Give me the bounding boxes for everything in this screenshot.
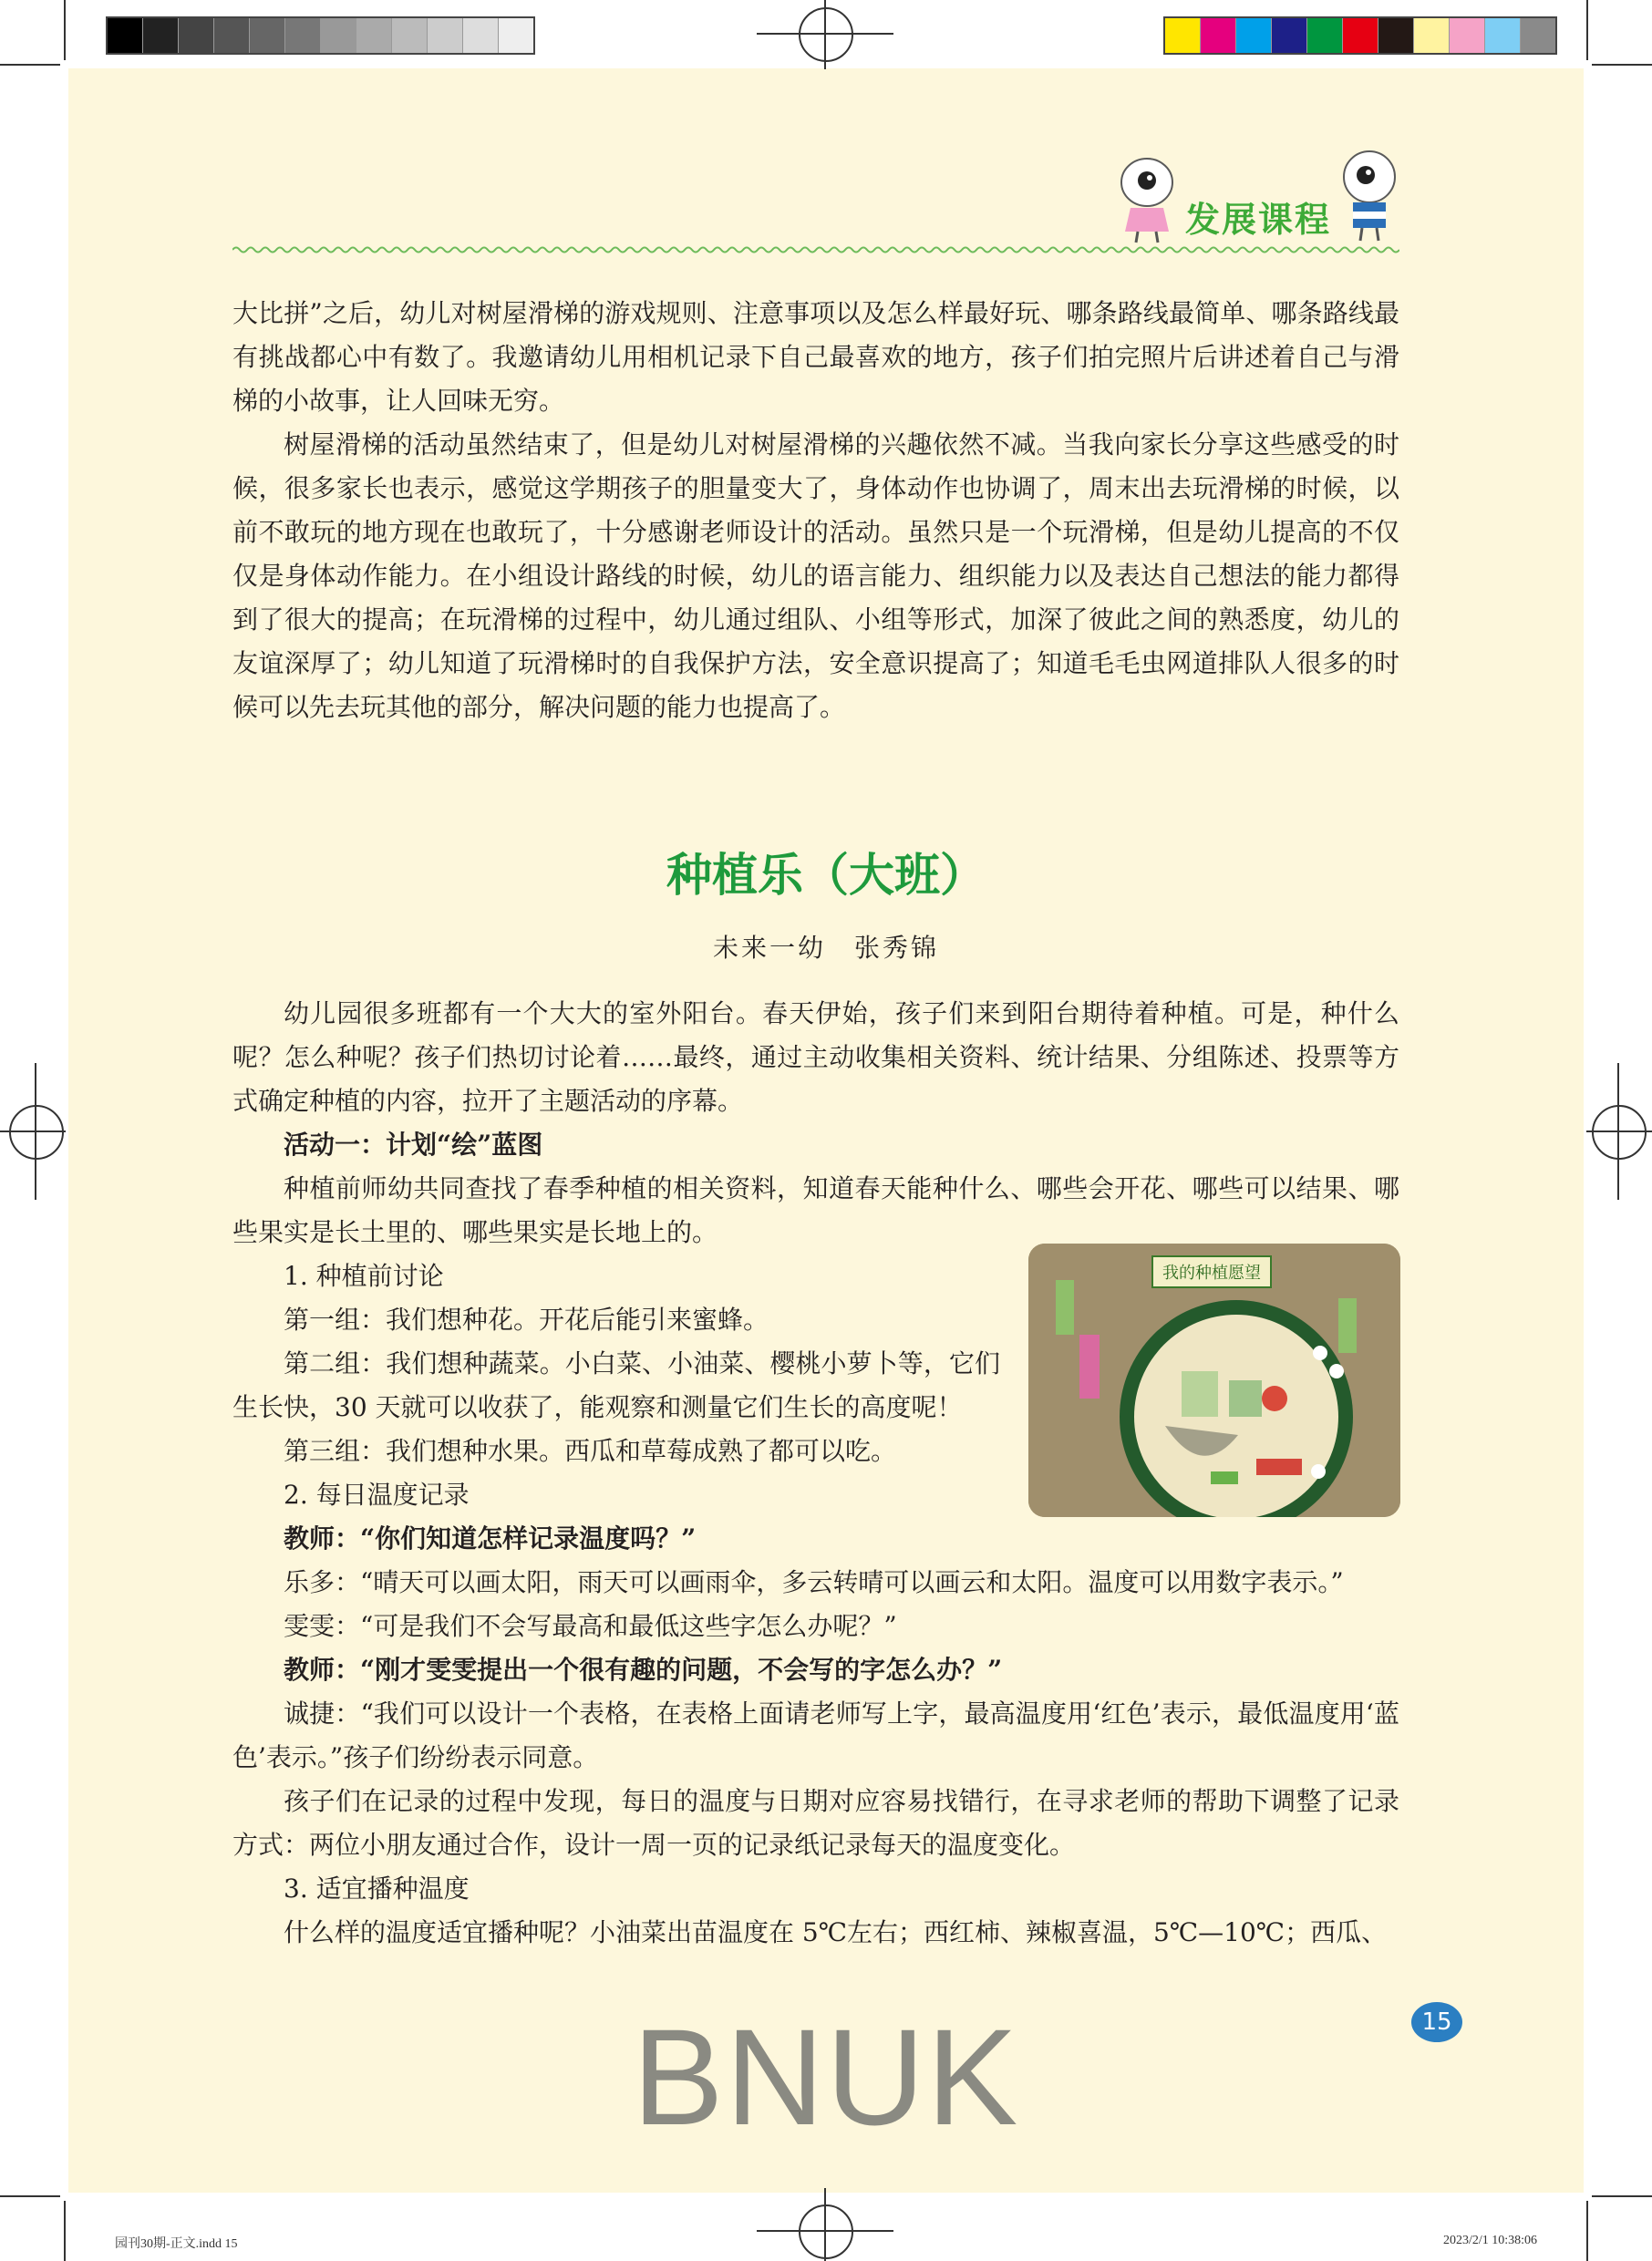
registration-mark xyxy=(35,1063,36,1200)
registration-mark xyxy=(0,1130,66,1132)
subheading: 1. 种植前讨论 xyxy=(284,1261,444,1291)
page-number-badge: 15 xyxy=(1411,2002,1462,2042)
registration-mark xyxy=(9,1105,64,1160)
crop-mark xyxy=(1592,2195,1652,2197)
paragraph: 孩子们在记录的过程中发现，每日的温度与日期对应容易找错行，在寻求老师的帮助下调整了记录方式：两位小朋友通过合作，设计一周一页的记录纸记录每天的温度变化。 xyxy=(232,1786,1399,1860)
article-title: 种植乐（大班） xyxy=(666,849,986,902)
crop-mark xyxy=(0,64,60,66)
mascot-boy-icon xyxy=(1333,146,1406,244)
crop-mark xyxy=(0,2195,60,2197)
paragraph: 树屋滑梯的活动虽然结束了，但是幼儿对树屋滑梯的兴趣依然不减。当我向家长分享这些感受的时候，很多家长也表示，感觉这学期孩子的胆量变大了，身体动作也协调了，周末出去玩滑梯的时候，以前不敢玩的地方现在也敢玩了，十分感谢老师设计的活动。虽然只是一个玩滑梯，但是幼儿提高的不仅仅是身体动作能力。在小组设计路线的时候，幼儿的语言能力、组织能力以及表达自己想法的能力都得到了很大的提高；在玩滑梯的过程中，幼儿通过组队、小组等形式，加深了彼此之间的熟悉度，幼儿的友谊深厚了；幼儿知道了玩滑梯时的自我保护方法，安全意识提高了；知道毛毛虫网道排队人很多的时候可以先去玩其他的部分，解决问题的能力也提高了。 xyxy=(232,429,1399,722)
dialogue-line: 乐多：“晴天可以画太阳，雨天可以画雨伞，多云转晴可以画云和太阳。温度可以用数字表示。” xyxy=(284,1567,1344,1597)
registration-mark xyxy=(799,7,853,62)
registration-mark xyxy=(824,0,826,69)
registration-mark xyxy=(1617,1063,1619,1200)
activity-heading: 活动一：计划“绘”蓝图 xyxy=(284,1130,543,1160)
registration-mark xyxy=(824,2188,826,2261)
article-body-wrap xyxy=(232,1254,1000,1517)
article-author: 未来一幼 张秀锦 xyxy=(712,933,939,963)
print-slug-file: 园刊30期-正文.indd 15 xyxy=(115,2237,238,2251)
subheading: 2. 每日温度记录 xyxy=(284,1480,470,1510)
crop-mark xyxy=(1586,2201,1588,2261)
crop-mark xyxy=(1586,0,1588,60)
photo-caption: 我的种植愿望 xyxy=(1162,1264,1261,1283)
registration-mark xyxy=(1586,1130,1652,1132)
paragraph: 种植前师幼共同查找了春季种植的相关资料，知道春天能种什么、哪些会开花、哪些可以结果、哪些果实是长土里的、哪些果实是长地上的。 xyxy=(232,1173,1399,1247)
paragraph: 大比拼”之后，幼儿对树屋滑梯的游戏规则、注意事项以及怎么样最好玩、哪条路线最简单、哪条路线最有挑战都心中有数了。我邀请幼儿用相机记录下自己最喜欢的地方，孩子们拍完照片后讲述着自己与滑梯的小故事，让人回味无穷。 xyxy=(232,298,1399,416)
watermark: BNUK xyxy=(632,2000,1020,2153)
registration-mark xyxy=(1592,1105,1647,1160)
section-tag: 发展课程 xyxy=(1185,200,1332,240)
crop-mark xyxy=(1592,64,1652,66)
crop-mark xyxy=(64,0,66,60)
header-wave-divider xyxy=(232,244,1399,255)
color-calibration-bar xyxy=(1163,16,1557,55)
dialogue-line: 雯雯：“可是我们不会写最高和最低这些字怎么办呢？” xyxy=(284,1611,897,1641)
paragraph: 第二组：我们想种蔬菜。小白菜、小油菜、樱桃小萝卜等，它们生长快，30 天就可以收获了，能观察和测量它们生长的高度呢！ xyxy=(232,1348,1000,1422)
dialogue-line: 教师：“刚才雯雯提出一个很有趣的问题，不会写的字怎么办？” xyxy=(284,1655,1003,1685)
paragraph: 第一组：我们想种花。开花后能引来蜜蜂。 xyxy=(284,1305,769,1335)
paragraph: 幼儿园很多班都有一个大大的室外阳台。春天伊始，孩子们来到阳台期待着种植。可是，种什么呢？怎么种呢？孩子们热切讨论着……最终，通过主动收集相关资料、统计结果、分组陈述、投票等方式确定种植的内容，拉开了主题活动的序幕。 xyxy=(232,998,1399,1116)
dialogue-line: 教师：“你们知道怎样记录温度吗？” xyxy=(284,1523,697,1554)
paragraph: 什么样的温度适宜播种呢？小油菜出苗温度在 5℃左右；西红柿、辣椒喜温，5℃—10℃；西瓜、 xyxy=(284,1917,1388,1947)
registration-mark xyxy=(799,2204,853,2259)
grayscale-calibration-bar xyxy=(106,16,535,55)
article-body-bottom xyxy=(232,1517,1399,1955)
continued-article xyxy=(232,292,1399,729)
subheading: 3. 适宜播种温度 xyxy=(284,1874,470,1904)
photo-illustration xyxy=(1028,1244,1400,1517)
crop-mark xyxy=(64,2201,66,2261)
article-body-top xyxy=(232,992,1399,1254)
planting-wish-photo xyxy=(1028,1244,1400,1517)
print-slug-date: 2023/2/1 10:38:06 xyxy=(1442,2234,1537,2247)
mascot-girl-icon xyxy=(1110,153,1183,244)
paragraph: 第三组：我们想种水果。西瓜和草莓成熟了都可以吃。 xyxy=(284,1436,897,1466)
dialogue-line: 诚捷：“我们可以设计一个表格，在表格上面请老师写上字，最高温度用‘红色’表示，最低温度用‘蓝色’表示。”孩子们纷纷表示同意。 xyxy=(232,1698,1399,1772)
